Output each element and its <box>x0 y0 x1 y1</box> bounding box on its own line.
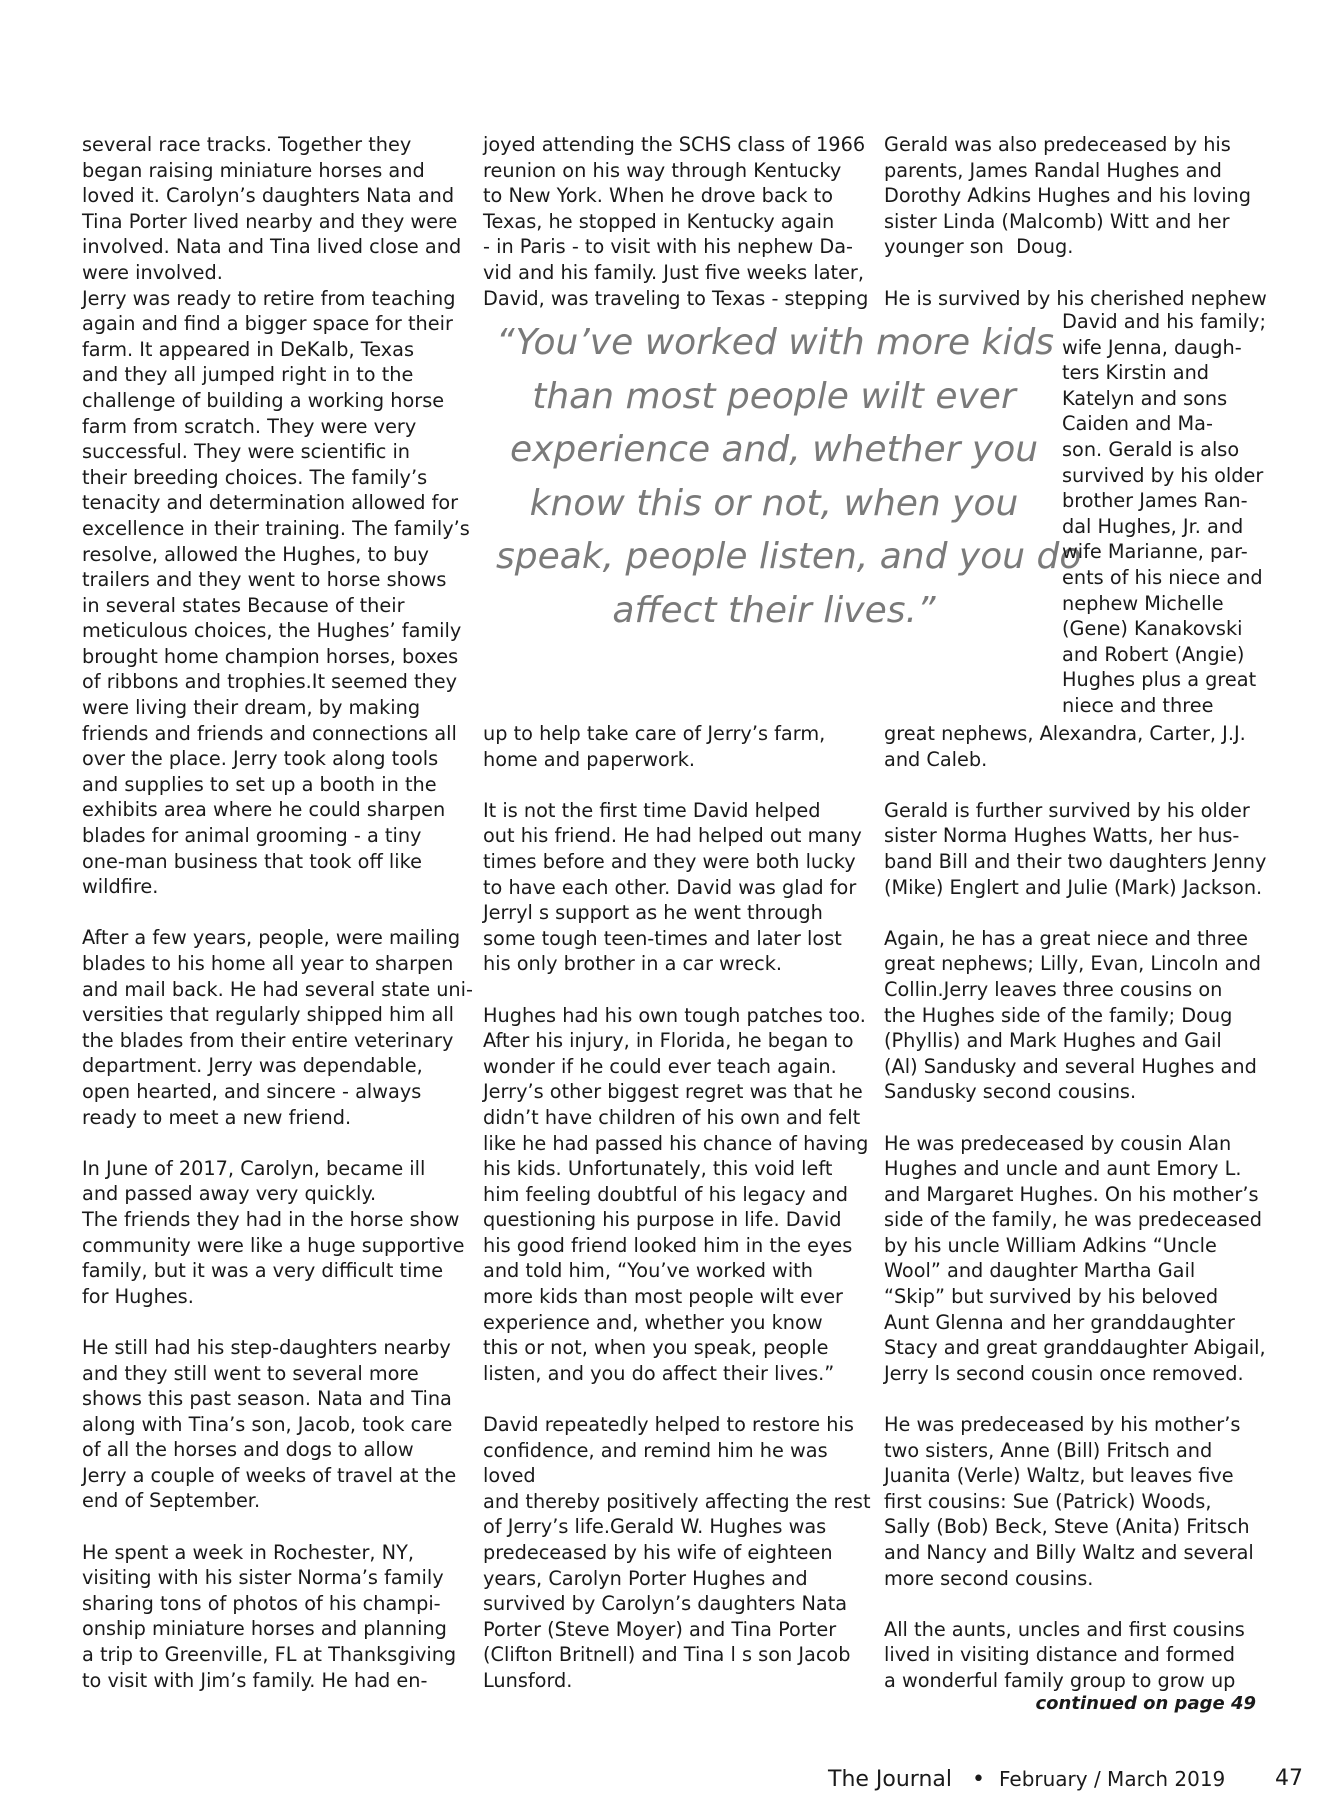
text-line: some tough teen-times and later lost <box>483 926 842 950</box>
text-line: Jerry’s other biggest regret was that he <box>483 1080 863 1104</box>
text-line: loved <box>483 1464 536 1488</box>
text-line: great nephews, Alexandra, Carter, J.J. <box>884 722 1246 745</box>
text-line: Hughes and uncle and aunt Emory L. <box>884 1157 1242 1181</box>
text-line: end of September. <box>82 1489 261 1513</box>
text-line: He spent a week in Rochester, NY, <box>82 1540 414 1564</box>
paragraph-gap <box>82 1309 460 1335</box>
text-line: and mail back. He had several state uni- <box>82 977 473 1001</box>
text-line: Jerry a couple of weeks of travel at the <box>82 1463 457 1487</box>
text-line: Tina Porter lived nearby and they were <box>82 209 458 233</box>
text-line: younger son Doug. <box>884 235 1074 259</box>
text-line: know this or not, when you <box>529 482 1019 524</box>
text-line: community were like a huge supportive <box>82 1233 465 1257</box>
text-line: Jerry was ready to retire from teaching <box>82 286 456 310</box>
text-line: and thereby positively affecting the rest <box>483 1489 871 1513</box>
text-line: Collin.Jerry leaves three cousins on <box>884 977 1223 1001</box>
text-line: several race tracks. Together they <box>82 133 412 156</box>
text-line: (Gene) Kanakovski <box>1062 617 1243 641</box>
paragraph-gap <box>884 1105 1266 1131</box>
paragraph-gap <box>884 772 1266 798</box>
text-line: band Bill and their two daughters Jenny <box>884 849 1267 873</box>
text-line: Hughes had his own tough patches too. <box>483 1003 866 1027</box>
text-line: Aunt Glenna and her granddaughter <box>884 1310 1235 1334</box>
text-line: like he had passed his chance of having <box>483 1131 869 1155</box>
paragraph-gap <box>884 260 1262 286</box>
text-line: Jerry ls second cousin once removed. <box>884 1361 1244 1385</box>
text-line: a trip to Greenville, FL at Thanksgiving <box>82 1643 457 1667</box>
text-line: for Hughes. <box>82 1284 194 1308</box>
text-line: reunion on his way through Kentucky <box>483 158 842 182</box>
text-line: his kids. Unfortunately, this void left <box>483 1157 833 1181</box>
paragraph-gap <box>483 772 871 798</box>
text-line: times before and they were both lucky <box>483 849 856 873</box>
issue-date: February / March 2019 <box>998 1767 1226 1791</box>
text-line: and Robert (Angie) <box>1062 642 1245 666</box>
text-line: In June of 2017, Carolyn, became ill <box>82 1156 426 1180</box>
text-line: son. Gerald is also <box>1062 437 1240 461</box>
text-line: over the place. Jerry took along tools <box>82 747 439 771</box>
text-line: ters Kirstin and <box>1062 361 1210 385</box>
text-line: and told him, “You’ve worked with <box>483 1259 813 1283</box>
text-line: wonder if he could ever teach again. <box>483 1054 837 1078</box>
text-line: resolve, allowed the Hughes, to buy <box>82 542 429 566</box>
text-line: the blades from their entire veterinary <box>82 1028 454 1052</box>
text-line: him feeling doubtful of his legacy and <box>483 1182 849 1206</box>
text-line: versities that regularly shipped him all <box>82 1003 455 1027</box>
paragraph-gap <box>884 1386 1266 1412</box>
text-line: began raising miniature horses and <box>82 158 425 182</box>
text-line: more kids than most people wilt ever <box>483 1285 843 1309</box>
text-line: Sally (Bob) Beck, Steve (Anita) Fritsch <box>884 1515 1250 1539</box>
text-line: David, was traveling to Texas - stepping <box>483 286 869 310</box>
text-line: successful. They were scientific in <box>82 440 411 464</box>
text-line: first cousins: Sue (Patrick) Woods, <box>884 1489 1212 1513</box>
text-line: again and find a bigger space for their <box>82 312 453 336</box>
text-line: He was predeceased by cousin Alan <box>884 1131 1232 1155</box>
text-line: a wonderful family group to grow up <box>884 1668 1236 1692</box>
text-line: two sisters, Anne (Bill) Fritsch and <box>884 1438 1213 1462</box>
text-line: their breeding choices. The family’s <box>82 465 428 489</box>
article-column-2-bottom <box>483 721 871 1694</box>
text-line: “You’ve worked with more kids <box>496 322 1055 363</box>
paragraph-gap <box>82 900 460 926</box>
text-line: ents of his niece and <box>1062 565 1263 589</box>
text-line: friends and friends and connections all <box>82 721 457 745</box>
text-line: dal Hughes, Jr. and <box>1062 514 1244 538</box>
text-line: The friends they had in the horse show <box>82 1207 460 1231</box>
text-line: farm. It appeared in DeKalb, Texas <box>82 337 414 361</box>
text-line: his good friend looked him in the eyes <box>483 1233 853 1257</box>
text-line: his only brother in a car wreck. <box>483 952 783 976</box>
text-line: and Margaret Hughes. On his mother’s <box>884 1182 1259 1206</box>
article-column-3-top <box>884 132 1267 311</box>
text-line: vid and his family. Just five weeks later, <box>483 260 864 284</box>
text-line: brought home champion horses, boxes <box>82 644 459 668</box>
text-line: sister Linda (Malcomb) Witt and her <box>884 209 1230 233</box>
text-line: of all the horses and dogs to allow <box>82 1438 414 1462</box>
text-line: of ribbons and trophies.It seemed they <box>82 670 457 694</box>
text-line: ready to meet a new friend. <box>82 1105 352 1129</box>
text-line: and they still went to several more <box>82 1361 419 1385</box>
continued-notice: continued on page 49 <box>1035 1693 1256 1714</box>
text-line: were living their dream, by making <box>82 696 421 720</box>
text-line: challenge of building a working horse <box>82 388 445 412</box>
article-column-2-top <box>483 132 869 311</box>
text-line: one-man business that took off like <box>82 849 422 873</box>
text-line: Sandusky second cousins. <box>884 1080 1137 1104</box>
text-line: (Phyllis) and Mark Hughes and Gail <box>884 1029 1222 1053</box>
paragraph-gap <box>483 1386 871 1412</box>
text-line: Porter (Steve Moyer) and Tina Porter <box>483 1617 837 1641</box>
text-line: Hughes plus a great <box>1062 668 1257 692</box>
text-line: to visit with Jim’s family. He had en- <box>82 1668 428 1692</box>
paragraph-gap <box>82 1130 460 1156</box>
text-line: didn’t have children of his own and felt <box>483 1105 861 1129</box>
text-line: and supplies to set up a booth in the <box>82 772 437 796</box>
text-line: niece and three <box>1062 693 1214 717</box>
text-line: loved it. Carolyn’s daughters Nata and <box>82 184 455 208</box>
text-line: Gerald is further survived by his older <box>884 798 1250 822</box>
text-line: wife Marianne, par- <box>1062 540 1248 564</box>
text-line: farm from scratch. They were very <box>82 414 417 438</box>
paragraph-gap <box>82 1514 460 1540</box>
text-line: brother James Ran- <box>1062 489 1248 513</box>
text-line: wife Jenna, daugh- <box>1062 335 1242 359</box>
text-line: and Caleb. <box>884 747 988 771</box>
text-line: years, Carolyn Porter Hughes and <box>483 1566 808 1590</box>
text-line: side of the family, he was predeceased <box>884 1208 1262 1232</box>
text-line: meticulous choices, the Hughes’ family <box>82 619 462 643</box>
text-line: to New York. When he drove back to <box>483 184 833 208</box>
text-line: speak, people listen, and you do <box>496 536 1082 577</box>
text-line: excellence in their training. The family’s <box>82 516 470 540</box>
text-line: All the aunts, uncles and first cousins <box>884 1617 1245 1641</box>
text-line: along with Tina’s son, Jacob, took care <box>82 1412 453 1436</box>
text-line: (Mike) Englert and Julie (Mark) Jackson. <box>884 875 1263 899</box>
text-line: tenacity and determination allowed for <box>82 491 459 515</box>
text-line: “Skip” but survived by his beloved <box>884 1285 1219 1309</box>
text-line: than most people wilt ever <box>532 375 1016 417</box>
text-line: Lunsford. <box>483 1668 573 1692</box>
text-line: After his injury, in Florida, he began to <box>483 1029 854 1053</box>
text-line: Dorothy Adkins Hughes and his loving <box>884 184 1252 208</box>
text-line: confidence, and remind him he was <box>483 1438 828 1462</box>
text-line: onship miniature horses and planning <box>82 1617 447 1641</box>
text-line: in several states Because of their <box>82 593 405 617</box>
text-line: After a few years, people, were mailing <box>82 926 461 950</box>
text-line: predeceased by his wife of eighteen <box>483 1541 833 1564</box>
paragraph-gap <box>884 900 1266 926</box>
footer-separator: • <box>972 1767 985 1792</box>
text-line: affect their lives.” <box>612 589 936 631</box>
text-line: Juanita (Verle) Waltz, but leaves five <box>884 1464 1234 1488</box>
text-line: joyed attending the SCHS class of 1966 <box>483 133 866 156</box>
article-column-3-bottom <box>884 721 1266 1694</box>
page-number: 47 <box>1275 1766 1303 1791</box>
text-line: It is not the first time David helped <box>483 798 821 822</box>
text-line: of Jerry’s life.Gerald W. Hughes was <box>483 1515 827 1539</box>
text-line: Caiden and Ma- <box>1062 412 1213 436</box>
text-line: blades to his home all year to sharpen <box>82 952 454 975</box>
text-line: survived by his older <box>1062 463 1264 487</box>
text-line: Stacy and great granddaughter Abigail, <box>884 1336 1266 1360</box>
pull-quote <box>496 316 1082 637</box>
text-line: to have each other. David was glad for <box>483 875 857 899</box>
text-line: home and paperwork. <box>483 747 696 771</box>
article-column-3-wrap <box>1062 309 1266 719</box>
text-line: David repeatedly helped to restore his <box>483 1413 854 1437</box>
text-line: Katelyn and sons <box>1062 386 1228 410</box>
text-line: sister Norma Hughes Watts, her hus- <box>884 824 1240 848</box>
text-line: open hearted, and sincere - always <box>82 1079 422 1103</box>
text-line: Gerald was also predeceased by his <box>884 133 1231 156</box>
text-line: experience and, whether you know <box>483 1310 823 1334</box>
text-line: blades for animal grooming - a tiny <box>82 824 422 848</box>
paragraph-gap <box>483 977 871 1003</box>
text-line: David and his family; <box>1062 310 1266 333</box>
text-line: (Al) Sandusky and several Hughes and <box>884 1054 1257 1078</box>
text-line: He still had his step-daughters nearby <box>82 1335 451 1359</box>
article-column-1 <box>82 132 473 1693</box>
text-line: questioning his purpose in life. David <box>483 1208 842 1232</box>
text-line: and Nancy and Billy Waltz and several <box>884 1541 1254 1564</box>
text-line: - in Paris - to visit with his nephew Da- <box>483 235 853 259</box>
text-line: experience and, whether you <box>509 429 1039 470</box>
text-line: department. Jerry was dependable, <box>82 1054 423 1078</box>
text-line: sharing tons of photos of his champi- <box>82 1591 441 1615</box>
text-line: wildfire. <box>82 875 159 899</box>
text-line: shows this past season. Nata and Tina <box>82 1387 452 1411</box>
text-line: out his friend. He had helped out many <box>483 824 862 848</box>
text-line: up to help take care of Jerry’s farm, <box>483 722 826 745</box>
text-line: He is survived by his cherished nephew <box>884 286 1267 310</box>
text-line: and they all jumped right in to the <box>82 363 414 387</box>
text-line: Jerryl s support as he went through <box>483 901 823 925</box>
text-line: lived in visiting distance and formed <box>884 1643 1236 1667</box>
text-line: trailers and they went to horse shows <box>82 568 447 592</box>
text-line: by his uncle William Adkins “Uncle <box>884 1233 1217 1257</box>
text-line: exhibits area where he could sharpen <box>82 798 446 822</box>
text-line: the Hughes side of the family; Doug <box>884 1003 1233 1027</box>
text-line: He was predeceased by his mother’s <box>884 1413 1241 1437</box>
text-line: survived by Carolyn’s daughters Nata <box>483 1592 848 1616</box>
page-footer <box>828 1767 1225 1797</box>
text-line: listen, and you do affect their lives.” <box>483 1361 835 1385</box>
text-line: (Clifton Britnell) and Tina l s son Jacob <box>483 1643 851 1667</box>
text-line: more second cousins. <box>884 1566 1094 1590</box>
text-line: involved. Nata and Tina lived close and <box>82 235 462 259</box>
text-line: Again, he has a great niece and three <box>884 926 1248 950</box>
text-line: Wool” and daughter Martha Gail <box>884 1259 1196 1283</box>
text-line: were involved. <box>82 260 223 284</box>
paragraph-gap <box>884 1591 1266 1617</box>
text-line: and passed away very quickly. <box>82 1182 377 1206</box>
text-line: parents, James Randal Hughes and <box>884 158 1222 182</box>
text-line: great nephews; Lilly, Evan, Lincoln and <box>884 952 1262 976</box>
text-line: Texas, he stopped in Kentucky again <box>483 209 835 233</box>
publication-name: The Journal <box>828 1767 952 1792</box>
text-line: family, but it was a very difficult time <box>82 1259 444 1283</box>
text-line: this or not, when you speak, people <box>483 1336 829 1360</box>
text-line: nephew Michelle <box>1062 591 1224 615</box>
text-line: visiting with his sister Norma’s family <box>82 1566 444 1590</box>
